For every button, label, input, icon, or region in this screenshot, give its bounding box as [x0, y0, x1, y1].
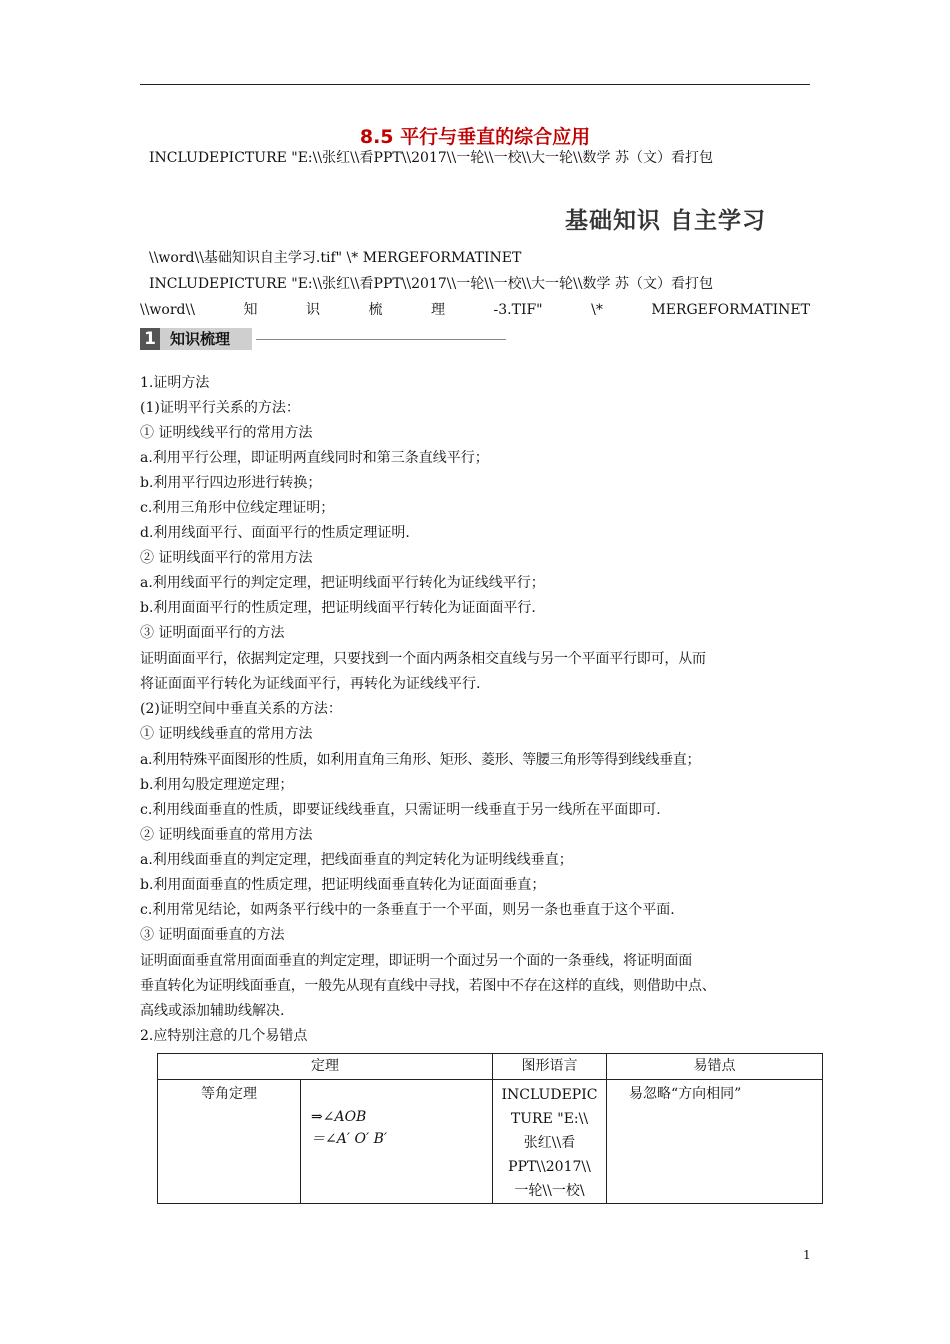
body-line: b.利用平行四边形进行转换； [140, 475, 322, 491]
table-row [158, 1080, 823, 1204]
field-code-part: \* [591, 302, 603, 318]
figure-line: TURE "E:\\ [510, 1111, 589, 1127]
header-figure: 图形语言 [493, 1054, 607, 1080]
field-code-line [140, 300, 810, 320]
page-number: 1 [803, 1248, 811, 1262]
section-number: 1 [140, 328, 160, 350]
body-line: c.利用线面垂直的性质，即要证线线垂直，只需证明一线垂直于另一线所在平面即可. [140, 802, 661, 818]
figure-line: 一轮\\一校\ [514, 1183, 585, 1199]
body-line: b.利用勾股定理逆定理； [140, 777, 294, 793]
body-line: 2.应特别注意的几个易错点 [140, 1028, 308, 1044]
body-line: a.利用平行公理，即证明两直线同时和第三条直线平行； [140, 450, 489, 466]
body-line: ① 证明线线平行的常用方法 [140, 425, 313, 441]
figure-line: 张红\\看 [523, 1135, 576, 1151]
section-banner [140, 327, 506, 351]
field-code-line: \\word\\基础知识自主学习.tif" \* MERGEFORMATINET [149, 250, 522, 266]
field-code-part: MERGEFORMATINET [651, 302, 810, 318]
body-line: ② 证明线面平行的常用方法 [140, 550, 313, 566]
cell-condition [301, 1080, 493, 1204]
body-line: a.利用线面平行的判定定理，把证明线面平行转化为证线线平行； [140, 575, 545, 591]
field-code-part: 识 [305, 302, 320, 318]
body-line: c.利用三角形中位线定理证明； [140, 500, 335, 516]
header-theorem: 定理 [158, 1054, 493, 1080]
body-line: ③ 证明面面垂直的方法 [140, 927, 285, 943]
cell-figure [493, 1080, 607, 1204]
body-line: a.利用特殊平面图形的性质，如利用直角三角形、矩形、菱形、等腰三角形等得到线线垂直； [140, 752, 701, 768]
body-line: d.利用线面平行、面面平行的性质定理证明. [140, 525, 410, 541]
cell-theorem: 等角定理 [158, 1080, 301, 1204]
field-code-line: INCLUDEPICTURE "E:\\张红\\看PPT\\2017\\一轮\\一校\\大一轮\\数学 苏（文）看打包 [149, 150, 713, 166]
figure-line: INCLUDEPIC [501, 1087, 598, 1103]
field-code-part: 梳 [368, 302, 383, 318]
error-points-table [157, 1053, 823, 1204]
condition-line: ＝∠A′ O′ B′ [311, 1131, 388, 1147]
header-rule [140, 84, 810, 85]
body-line: 证明面面垂直常用面面垂直的判定定理，即证明一个面过另一个面的一条垂线，将证明面面 [140, 953, 692, 969]
table-header-row [158, 1054, 823, 1080]
body-line: (1)证明平行关系的方法： [140, 400, 300, 416]
body-line: ① 证明线线垂直的常用方法 [140, 726, 313, 742]
field-code-line: INCLUDEPICTURE "E:\\张红\\看PPT\\2017\\一轮\\一校\\大一轮\\数学 苏（文）看打包 [149, 276, 713, 292]
field-code-part: 理 [431, 302, 445, 318]
body-line: ② 证明线面垂直的常用方法 [140, 827, 313, 843]
body-line: 将证面面平行转化为证线面平行，再转化为证线线平行. [140, 676, 481, 692]
field-code-part: \\word\\ [140, 302, 195, 318]
header-error: 易错点 [607, 1054, 823, 1080]
section-label: 知识梳理 [160, 328, 252, 350]
body-line: 高线或添加辅助线解决. [140, 1003, 285, 1019]
body-line: a.利用线面垂直的判定定理，把线面垂直的判定转化为证明线线垂直； [140, 852, 573, 868]
body-line: 1.证明方法 [140, 375, 210, 391]
body-line: c.利用常见结论，如两条平行线中的一条垂直于一个平面，则另一条也垂直于这个平面. [140, 902, 675, 918]
body-line: (2)证明空间中垂直关系的方法： [140, 701, 342, 717]
condition-line: ⇒∠AOB [311, 1109, 367, 1125]
field-code-part: 知 [243, 302, 258, 318]
page-title: 8.5 平行与垂直的综合应用 [359, 126, 591, 148]
cell-error: 易忽略“方向相同” [607, 1080, 823, 1204]
figure-line: PPT\\2017\\ [508, 1159, 591, 1175]
section-heading-basic: 基础知识 自主学习 [565, 208, 767, 234]
body-line: 垂直转化为证明线面垂直，一般先从现有直线中寻找，若图中不存在这样的直线，则借助中点、 [140, 978, 716, 994]
body-line: ③ 证明面面平行的方法 [140, 625, 285, 641]
section-rule [256, 339, 506, 340]
body-line: b.利用面面垂直的性质定理，把证明线面垂直转化为证面面垂直； [140, 877, 546, 893]
body-line: 证明面面平行，依据判定定理，只要找到一个面内两条相交直线与另一个平面平行即可，从而 [140, 651, 706, 667]
body-line: b.利用面面平行的性质定理，把证明线面平行转化为证面面平行. [140, 600, 536, 616]
field-code-part: -3.TIF" [493, 302, 543, 318]
